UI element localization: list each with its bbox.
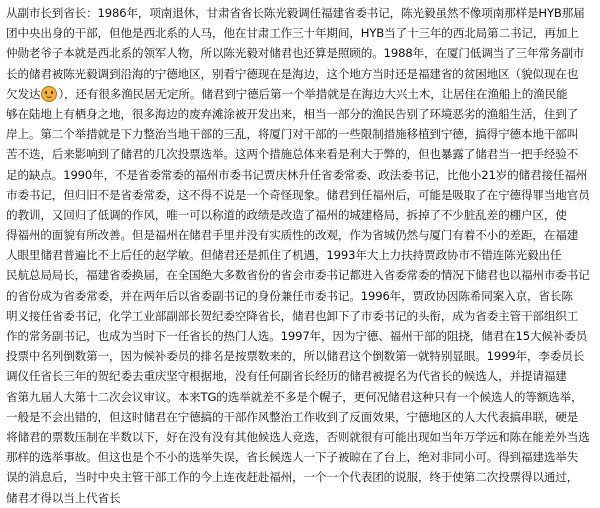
text-segment: 足的缺点。1990年，不是省委常委的福州市委书记贾庆林升任省委常委、政法委书记，比他小21岁的储君接任福州 (6, 167, 588, 182)
text-segment: 调仪任省长三年的贺纪委去重庆坚守根据地，没有任何副省长经历的储君被提名为代省长的候选人，并提请福建 (6, 369, 567, 384)
text-line (6, 144, 594, 164)
text-line (6, 165, 594, 185)
text-line (6, 225, 594, 245)
text-segment: 从副市长到省长：1986年，项南退休，甘肃省省长陈光毅调任福建省委书记，陈光毅虽然不像项南那样是HYB那届 (6, 6, 585, 20)
text-line (6, 3, 594, 23)
text-segment: 岸上。第二个举措就是下力整治当地干部的三乱，将厦门对干部的一些限制措施移植到宁德，搞得宁德本地干部叫 (6, 127, 579, 142)
text-segment: ），还有很多渔民居无定所。储君到宁德后第一个举措就是在海边大兴土木，让居住在渔船上的渔民能 (58, 86, 568, 101)
text-segment: 误的消息后，当时中央主管干部工作的今上连夜赶赴福州，一个一个代表团的说服，终于使第二次投票得以通过， (6, 470, 579, 485)
text-line (6, 306, 594, 326)
text-line (6, 346, 594, 366)
text-segment: 欠发达 (6, 86, 41, 101)
text-segment: 苦不迭，后来影响到了储君的几次投票选举。这两个措施总体来看是利大于弊的，但也暴露了储君当一把手经验不 (6, 147, 579, 162)
text-line (6, 64, 594, 84)
text-segment: 仲勋老爷子本就是西北系的领军人物，所以陈光毅对储君也还算是照顾的。1988年，在厦门低调当了三年常务副市 (6, 46, 585, 61)
text-line (6, 488, 594, 508)
smiley-icon (41, 86, 57, 102)
text-line (6, 326, 594, 346)
text-segment: 一般是不会出错的，但这时储君在宁德搞的干部作风整治工作收到了反面效果，宁德地区的人大代表搞串联，硬是 (6, 409, 579, 424)
text-segment: 省第九届人大第十二次会议审议。本来TG的选举就差不多是个幌子，更何况储君这种只有一个候选人的等额选举， (6, 389, 583, 404)
text-line (6, 245, 594, 265)
text-segment: 长的储君被陈光毅调到沿海的宁德地区，别看宁德现在是海边，这个地方当时还是福建省的贫困地区（貌似现在也 (6, 66, 579, 81)
text-segment: 明义接任省委书记，化学工业部副部长贺纪委空降省长，储君也卸下了市委书记的头衔，成为省委主管干部组织工 (6, 308, 579, 323)
text-line (6, 205, 594, 225)
text-line (6, 427, 594, 447)
text-line (6, 23, 594, 43)
text-line (6, 447, 594, 467)
text-segment: 团中央出身的干部，但他是西北系的人马，他在甘肃工作三十年期间，HYB当了十三年的西北局第二书记，再加上 (6, 26, 579, 41)
text-line (6, 286, 594, 306)
text-segment: 投票中名列倒数第一，因为候补委员的排名是按票数来的，所以储君这个倒数第一就特别显眼。1999年，李委员长 (6, 349, 585, 364)
text-segment: 市委书记，但归旧不是省委常委，这不得不说是一个奇怪现象。储君到任福州后，可能是吸取了在宁德得罪当地官员 (6, 187, 590, 202)
text-segment: 的省份成为省委常委，并在两年后以省委副书记的身份兼任市委书记。1996年，贾政协因陈希同案入京，省长陈 (6, 288, 573, 303)
text-line (6, 185, 594, 205)
text-segment: 储君才得以当上代省长 (6, 490, 121, 505)
text-segment: 那样的选举事故。但这也是个不小的选举失误，省长候选人一下子被晾在了台上，绝对非同小可。得到福建选举失 (6, 450, 579, 465)
text-line (6, 43, 594, 63)
text-segment: 作的常务副书记，也成为当时下一任省长的热门人选。1997年，因为宁德、福州干部的阻挠，储君在15大候补委员 (6, 329, 588, 343)
text-line (6, 407, 594, 427)
text-line (6, 265, 594, 285)
text-line (6, 84, 594, 104)
text-segment: 的教训，又回归了低调的作风，唯一可以称道的政绩是改造了福州的城建格局，拆掉了不少脏乱差的棚户区，使 (6, 207, 567, 222)
text-segment: 够在陆地上有栖身之地，很多海边的废弃滩涂被开发出来，相当一部分的渔民告别了环境恶劣的渔船生活，住到了 (6, 106, 579, 121)
text-line (6, 366, 594, 386)
text-segment: 将储君的票数压制在半数以下，好在没有没有其他候选人竞选，否则就很有可能出现如当年万学远和陈在能差外当选 (6, 429, 590, 444)
text-segment: 得福州的面貌有所改善。但是福州在储君手里并没有实质性的改观，作为省城仍然与厦门有着不小的差距，在福建 (6, 228, 579, 243)
text-line (6, 467, 594, 487)
text-line (6, 124, 594, 144)
text-segment: 人眼里储君普遍比不上后任的赵学敏。但储君还是抓住了机遇，1993年大上力扶持贾政协市不错连陈光毅出任 (6, 248, 562, 263)
text-line (6, 387, 594, 407)
text-line (6, 104, 594, 124)
text-segment: 民航总局局长，福建省委换届，在全国绝大多数省份的省会市委书记都进入省委常委的情况下储君也以福州市委书记 (6, 268, 590, 283)
